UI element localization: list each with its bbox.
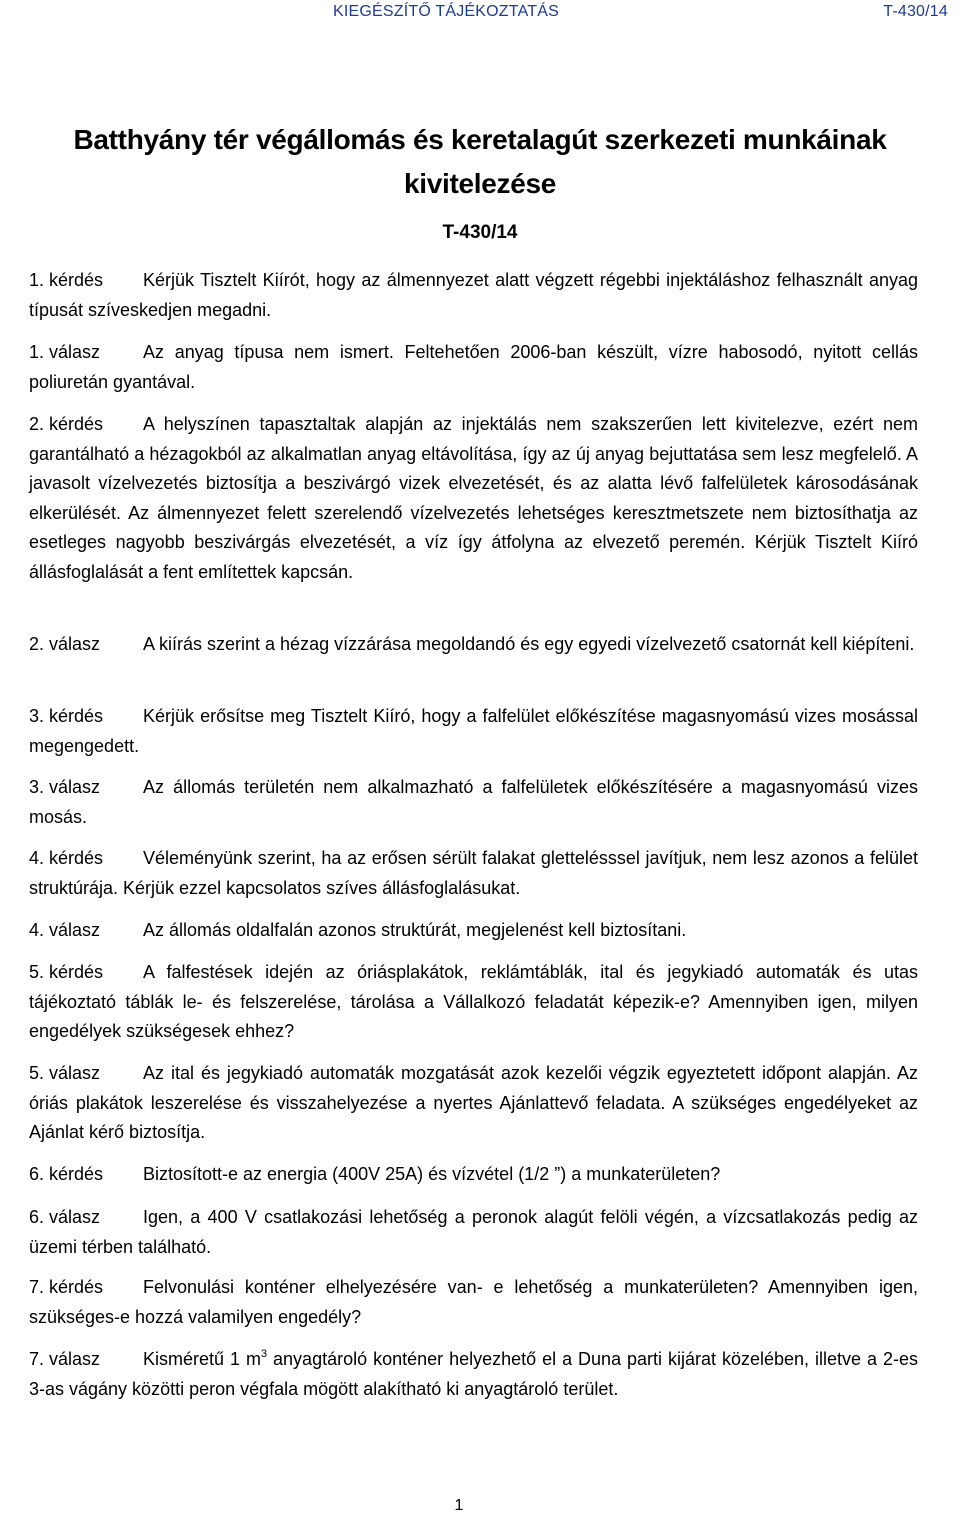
header-right: T-430/14: [883, 3, 948, 20]
qa-label: 7. kérdés: [29, 1277, 104, 1297]
qa-item-3-question: [29, 702, 918, 761]
qa-item-4-question: [29, 844, 918, 903]
qa-label: 1. kérdés: [29, 270, 104, 290]
qa-label: 4. válasz: [29, 920, 101, 940]
qa-item-5-question: [29, 958, 918, 1047]
qa-item-6-question: [29, 1160, 918, 1190]
qa-text: Igen, a 400 V csatlakozási lehetőség a peronok alagút felöli végén, a vízcsatlakozás pedig az üzemi térben található.: [29, 1207, 918, 1257]
qa-label: 4. kérdés: [29, 848, 104, 868]
qa-label: 6. válasz: [29, 1207, 101, 1227]
qa-item-1-question: [29, 266, 918, 325]
qa-text: Biztosított-e az energia (400V 25A) és vízvétel (1/2 ”) a munkaterületen?: [143, 1164, 721, 1184]
qa-label: 3. kérdés: [29, 706, 104, 726]
qa-text: A falfestések idején az óriásplakátok, reklámtáblák, ital és jegykiadó automaták és utas tájékoztató táblák le- és felszerelése, tárolása a Vállalkozó feladatát képezik-e? Amennyiben igen, milyen engedélyek szükségesek ehhez?: [29, 962, 918, 1041]
document-title: Batthyány tér végállomás és keretalagút szerkezeti munkáinak kivitelezése: [73, 124, 887, 199]
qa-text: Az anyag típusa nem ismert. Feltehetően 2006-ban készült, vízre habosodó, nyitott cellás poliuretán gyantával.: [29, 342, 918, 392]
document-subtitle: T-430/14: [442, 222, 518, 243]
qa-text: Az ital és jegykiadó automaták mozgatását azok kezelői végzik egyeztetett időpont alapján. Az óriás plakátok leszerelése és visszahelyezése a nyertes Ajánlattevő feladata. A szükséges engedélyeket az Ajánlat kérő biztosítja.: [29, 1063, 918, 1142]
qa-label: 2. kérdés: [29, 414, 104, 434]
qa-text: A helyszínen tapasztaltak alapján az injektálás nem szakszerűen lett kivitelezve, ezért nem garantálható a hézagokból az alkalmatlan anyag eltávolítása, így az új anyag bejuttatása sem lesz megfelelő. A javasolt vízelvezetés biztosítja a beszivárgó vizek elvezetését, és az alatta lévő falfelületek károsodásának elkerülését. Az álmennyezet felett szerelendő vízelvezetés lehetséges keresztmetszete nem biztosíthatja az esetleges nagyobb beszivárgás elvezetését, a víz így átfolyna az elvezető peremén. Kérjük Tisztelt Kiíró állásfoglalását a fent említettek kapcsán.: [29, 414, 918, 582]
header-left: KIEGÉSZÍTŐ TÁJÉKOZTATÁS: [333, 3, 559, 20]
qa-item-2-question: [29, 410, 918, 587]
qa-text: Kérjük erősítse meg Tisztelt Kiíró, hogy a falfelület előkészítése magasnyomású vizes mosással megengedett.: [29, 706, 918, 756]
superscript: 3: [260, 1348, 268, 1360]
qa-text: Felvonulási konténer elhelyezésére van- e lehetőség a munkaterületen? Amennyiben igen, szükséges-e hozzá valamilyen engedély?: [29, 1277, 918, 1327]
page-number: 1: [454, 1497, 464, 1514]
qa-item-1-answer: [29, 338, 918, 397]
qa-item-4-answer: [29, 916, 918, 946]
qa-label: 6. kérdés: [29, 1164, 104, 1184]
qa-text: Véleményünk szerint, ha az erősen sérült falakat glettelésssel javítjuk, nem lesz azonos a felület struktúrája. Kérjük ezzel kapcsolatos szíves állásfoglalásukat.: [29, 848, 918, 898]
qa-item-6-answer: [29, 1203, 918, 1262]
qa-label: 3. válasz: [29, 777, 101, 797]
qa-text: Kérjük Tisztelt Kiírót, hogy az álmennyezet alatt végzett régebbi injektáláshoz felhasznált anyag típusát szíveskedjen megadni.: [29, 270, 918, 320]
qa-label: 7. válasz: [29, 1349, 101, 1369]
qa-label: 5. válasz: [29, 1063, 101, 1083]
qa-label: 2. válasz: [29, 634, 101, 654]
qa-text-before: Kisméretű 1 m: [143, 1349, 261, 1369]
qa-label: 1. válasz: [29, 342, 101, 362]
qa-item-7-question: [29, 1273, 918, 1332]
qa-label: 5. kérdés: [29, 962, 104, 982]
qa-item-5-answer: [29, 1059, 918, 1148]
qa-text: Az állomás területén nem alkalmazható a falfelületek előkészítésére a magasnyomású vizes mosás.: [29, 777, 918, 827]
qa-item-7-answer: [29, 1345, 918, 1404]
qa-item-2-answer: [29, 630, 918, 660]
qa-text: A kiírás szerint a hézag vízzárása megoldandó és egy egyedi vízelvezető csatornát kell kiépíteni.: [143, 634, 915, 654]
qa-text-after: anyagtároló konténer helyezhető el a Duna parti kijárat közelében, illetve a 2-es 3-as vágány közötti peron végfala mögött alakítható ki anyagtároló terület.: [29, 1349, 918, 1399]
qa-text: Az állomás oldalfalán azonos struktúrát, megjelenést kell biztosítani.: [143, 920, 687, 940]
qa-item-3-answer: [29, 773, 918, 832]
